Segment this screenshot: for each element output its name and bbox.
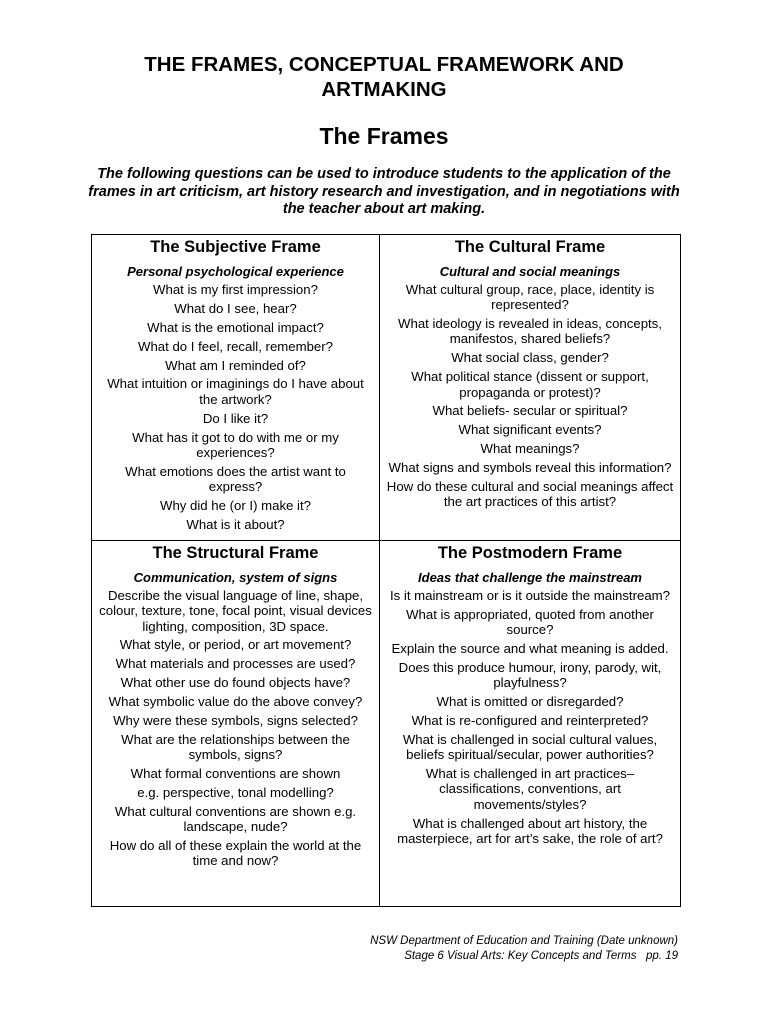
structural-question: What are the relationships between the symbols, signs? <box>121 731 350 763</box>
postmodern-frame-subtitle: Ideas that challenge the mainstream <box>418 570 642 585</box>
cultural-frame-cell <box>379 235 680 540</box>
postmodern-question: What is challenged in art practices– classifications, conventions, art movements/styles? <box>425 766 635 812</box>
cultural-question: How do these cultural and social meanings affect the art practices of this artist? <box>386 479 674 510</box>
cultural-frame-title: The Cultural Frame <box>454 238 606 256</box>
postmodern-frame-cell <box>379 540 680 906</box>
structural-question: Describe the visual language of line, shape, colour, texture, tone, focal point, visual devices lighting, composition, 3D space. <box>99 588 372 634</box>
intro-paragraph: The following questions can be used to introduce students to the application of the frames in art criticism, art history research and investigation, and in negotiations with the teacher about art making. <box>88 166 680 217</box>
structural-frame-subtitle: Communication, system of signs <box>133 570 338 585</box>
structural-question: What style, or period, or art movement? <box>119 637 352 653</box>
subjective-question: What do I feel, recall, remember? <box>138 338 333 354</box>
subjective-question: Why did he (or I) make it? <box>160 497 311 513</box>
postmodern-question: What is challenged in social cultural values, beliefs spiritual/secular, power authorities? <box>402 731 658 763</box>
subjective-question: What is the emotional impact? <box>147 319 324 335</box>
postmodern-question: What is challenged about art history, the masterpiece, art for art’s sake, the role of art? <box>397 815 663 846</box>
postmodern-question: What is re-configured and reinterpreted? <box>411 713 649 729</box>
frames-table <box>91 234 681 907</box>
structural-question: What other use do found objects have? <box>120 675 351 691</box>
cultural-question: What beliefs- secular or spiritual? <box>432 403 628 419</box>
structural-frame-title: The Structural Frame <box>152 544 319 562</box>
structural-question: How do all of these explain the world at the time and now? <box>109 838 362 869</box>
subjective-frame-subtitle: Personal psychological experience <box>127 264 344 279</box>
postmodern-question: What is omitted or disregarded? <box>436 694 624 710</box>
subjective-question: What am I reminded of? <box>165 357 306 373</box>
subjective-frame-title: The Subjective Frame <box>150 238 321 256</box>
subjective-question: Do I like it? <box>202 410 269 426</box>
cultural-frame-subtitle: Cultural and social meanings <box>439 264 621 279</box>
subjective-question: What emotions does the artist want to express? <box>125 463 346 495</box>
structural-question-list <box>98 588 373 869</box>
structural-question: What formal conventions are shown <box>130 766 341 782</box>
citation-footer <box>370 934 678 964</box>
cultural-question: What ideology is revealed in ideas, concepts, manifestos, shared beliefs? <box>398 316 662 347</box>
structural-question: What cultural conventions are shown e.g. landscape, nude? <box>114 803 357 835</box>
postmodern-question-list <box>386 588 674 846</box>
document-title <box>0 52 768 102</box>
subjective-question: What is my first impression? <box>153 282 318 297</box>
postmodern-frame-title: The Postmodern Frame <box>437 544 623 562</box>
structural-question: Why were these symbols, signs selected? <box>113 713 358 729</box>
cultural-question: What social class, gender? <box>451 350 609 366</box>
citation-source: NSW Department of Education and Training (Date unknown) <box>370 935 678 947</box>
cultural-question: What political stance (dissent or support, propaganda or protest)? <box>411 369 649 400</box>
subjective-question: What has it got to do with me or my experiences? <box>132 429 339 460</box>
structural-frame-cell <box>92 540 379 906</box>
cultural-question-list <box>386 282 674 510</box>
document-title-line-1: THE FRAMES, CONCEPTUAL FRAMEWORK AND <box>144 53 624 76</box>
subjective-question: What do I see, hear? <box>174 300 297 316</box>
section-title: The Frames <box>319 123 449 149</box>
postmodern-question: Is it mainstream or is it outside the mainstream? <box>390 588 670 603</box>
subjective-question: What intuition or imaginings do I have about the artwork? <box>107 376 364 407</box>
cultural-question: What meanings? <box>480 441 580 457</box>
citation-page-reference: Stage 6 Visual Arts: Key Concepts and Terms pp. 19 <box>404 950 678 962</box>
cultural-question: What signs and symbols reveal this information? <box>388 460 672 476</box>
structural-question: e.g. perspective, tonal modelling? <box>137 785 334 801</box>
subjective-question-list <box>98 282 373 532</box>
postmodern-question: Explain the source and what meaning is added. <box>391 641 669 657</box>
subjective-frame-cell <box>92 235 379 540</box>
cultural-question: What significant events? <box>458 422 602 438</box>
cultural-question: What cultural group, race, place, identity is represented? <box>405 282 655 313</box>
document-title-line-2: ARTMAKING <box>321 78 447 101</box>
structural-question: What materials and processes are used? <box>115 656 356 672</box>
subjective-question: What is it about? <box>186 516 285 532</box>
postmodern-question: Does this produce humour, irony, parody, wit, playfulness? <box>398 659 662 691</box>
structural-question: What symbolic value do the above convey? <box>108 694 363 710</box>
postmodern-question: What is appropriated, quoted from another source? <box>406 606 654 638</box>
